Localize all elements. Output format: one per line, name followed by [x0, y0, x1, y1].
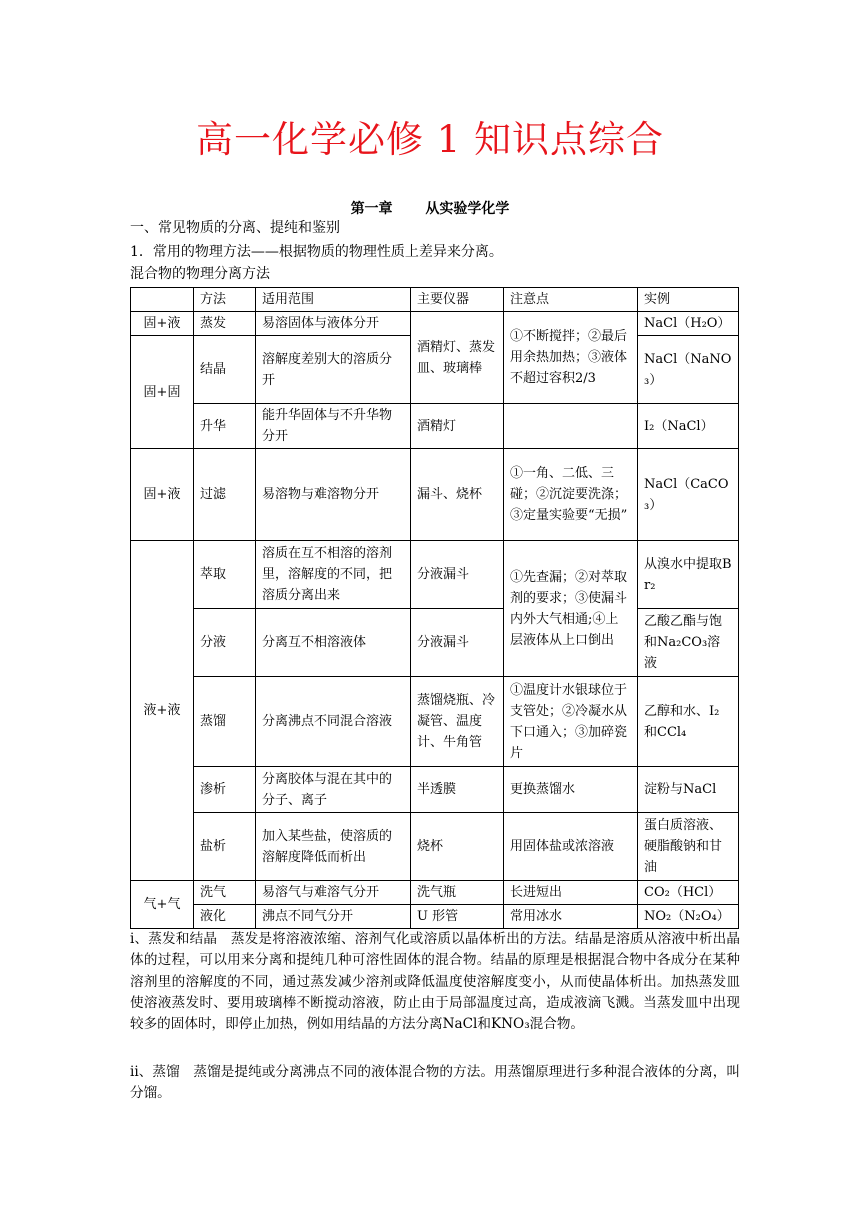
- method-cell: 洗气: [194, 881, 256, 905]
- note-cell: 用固体盐或浓溶液: [504, 813, 638, 881]
- scope-cell: 溶解度差别大的溶质分开: [256, 336, 411, 404]
- group-cell: 固+液: [131, 449, 194, 541]
- table-row: [131, 881, 739, 905]
- note-cell: 长进短出: [504, 881, 638, 905]
- table-row: [131, 449, 739, 541]
- note-cell: ①先查漏；②对萃取剂的要求；③使漏斗内外大气相通;④上层液体从上口倒出: [504, 541, 638, 677]
- instrument-cell: 酒精灯: [411, 404, 504, 449]
- method-cell: 蒸发: [194, 312, 256, 336]
- method-cell: 升华: [194, 404, 256, 449]
- scope-cell: 易溶固体与液体分开: [256, 312, 411, 336]
- instrument-cell: 洗气瓶: [411, 881, 504, 905]
- example-cell: 乙酸乙酯与饱和Na₂CO₃溶液: [638, 609, 739, 677]
- table-row: [131, 767, 739, 813]
- instrument-cell: 分液漏斗: [411, 609, 504, 677]
- method-cell: 分液: [194, 609, 256, 677]
- instrument-cell: 烧杯: [411, 813, 504, 881]
- scope-cell: 易溶气与难溶气分开: [256, 881, 411, 905]
- header-cell: 适用范围: [256, 288, 411, 312]
- scope-cell: 分离互不相溶液体: [256, 609, 411, 677]
- header-cell: 实例: [638, 288, 739, 312]
- method-cell: 萃取: [194, 541, 256, 609]
- method-cell: 渗析: [194, 767, 256, 813]
- example-cell: NaCl（NaNO₃）: [638, 336, 739, 404]
- header-cell: 方法: [194, 288, 256, 312]
- subsection-heading: 1．常用的物理方法——根据物质的物理性质上差异来分离。: [130, 244, 503, 260]
- method-cell: 液化: [194, 905, 256, 929]
- scope-cell: 分离胶体与混在其中的分子、离子: [256, 767, 411, 813]
- table-caption: 混合物的物理分离方法: [130, 266, 270, 282]
- instrument-cell: 半透膜: [411, 767, 504, 813]
- instrument-cell: 蒸馏烧瓶、冷凝管、温度计、牛角管: [411, 677, 504, 767]
- table-row: [131, 813, 739, 881]
- scope-cell: 能升华固体与不升华物分开: [256, 404, 411, 449]
- method-cell: 蒸馏: [194, 677, 256, 767]
- example-cell: CO₂（HCl）: [638, 881, 739, 905]
- header-cell: 注意点: [504, 288, 638, 312]
- scope-cell: 沸点不同气分开: [256, 905, 411, 929]
- scope-cell: 加入某些盐，使溶质的溶解度降低而析出: [256, 813, 411, 881]
- chapter-heading: 第一章 从实验学化学: [350, 201, 510, 217]
- table-row: [131, 677, 739, 767]
- instrument-cell: U 形管: [411, 905, 504, 929]
- note-cell: ①一角、二低、三碰；②沉淀要洗涤；③定量实验要“无损”: [504, 449, 638, 541]
- group-cell: 固+固: [131, 336, 194, 449]
- example-cell: 从溴水中提取Br₂: [638, 541, 739, 609]
- group-cell: 气+气: [131, 881, 194, 929]
- table-row: [131, 905, 739, 929]
- instrument-cell: 漏斗、烧杯: [411, 449, 504, 541]
- scope-cell: 溶质在互不相溶的溶剂里，溶解度的不同，把溶质分离出来: [256, 541, 411, 609]
- instrument-cell: 酒精灯、蒸发皿、玻璃棒: [411, 312, 504, 404]
- table-row: [131, 312, 739, 336]
- scope-cell: 易溶物与难溶物分开: [256, 449, 411, 541]
- table-row: [131, 541, 739, 609]
- instrument-cell: 分液漏斗: [411, 541, 504, 609]
- separation-methods-table: [130, 287, 739, 929]
- table-header-row: [131, 288, 739, 312]
- example-cell: I₂（NaCl）: [638, 404, 739, 449]
- note-cell: ①温度计水银球位于支管处；②冷凝水从下口通入；③加碎瓷片: [504, 677, 638, 767]
- note-cell: ①不断搅拌；②最后用余热加热；③液体不超过容积2/3: [504, 312, 638, 404]
- note-cell: 常用冰水: [504, 905, 638, 929]
- section-heading: 一、常见物质的分离、提纯和鉴别: [130, 220, 340, 236]
- example-cell: NaCl（H₂O）: [638, 312, 739, 336]
- example-cell: 乙醇和水、I₂和CCl₄: [638, 677, 739, 767]
- note-cell: 更换蒸馏水: [504, 767, 638, 813]
- group-cell: 液+液: [131, 541, 194, 881]
- table-row: [131, 404, 739, 449]
- method-cell: 过滤: [194, 449, 256, 541]
- header-cell: [131, 288, 194, 312]
- page-title: 高一化学必修 1 知识点综合: [195, 118, 665, 161]
- method-cell: 盐析: [194, 813, 256, 881]
- group-cell: 固+液: [131, 312, 194, 336]
- header-cell: 主要仪器: [411, 288, 504, 312]
- table-row: [131, 609, 739, 677]
- paragraph-evaporation-crystallization: i、蒸发和结晶 蒸发是将溶液浓缩、溶剂气化或溶质以晶体析出的方法。结晶是溶质从溶液中析出晶体的过程，可以用来分离和提纯几种可溶性固体的混合物。结晶的原理是根据混合物中各成分在某种溶剂里的溶解度的不同，通过蒸发减少溶剂或降低温度使溶解度变小，从而使晶体析出。加热蒸发皿使溶液蒸发时、要用玻璃棒不断搅动溶液，防止由于局部温度过高，造成液滴飞溅。当蒸发皿中出现较多的固体时，即停止加热，例如用结晶的方法分离NaCl和KNO₃混合物。: [130, 931, 740, 1033]
- example-cell: NO₂（N₂O₄）: [638, 905, 739, 929]
- scope-cell: 分离沸点不同混合溶液: [256, 677, 411, 767]
- note-cell: [504, 404, 638, 449]
- example-cell: NaCl（CaCO₃）: [638, 449, 739, 541]
- example-cell: 淀粉与NaCl: [638, 767, 739, 813]
- method-cell: 结晶: [194, 336, 256, 404]
- paragraph-distillation: ii、蒸馏 蒸馏是提纯或分离沸点不同的液体混合物的方法。用蒸馏原理进行多种混合液体的分离，叫分馏。: [130, 1064, 740, 1102]
- example-cell: 蛋白质溶液、硬脂酸钠和甘油: [638, 813, 739, 881]
